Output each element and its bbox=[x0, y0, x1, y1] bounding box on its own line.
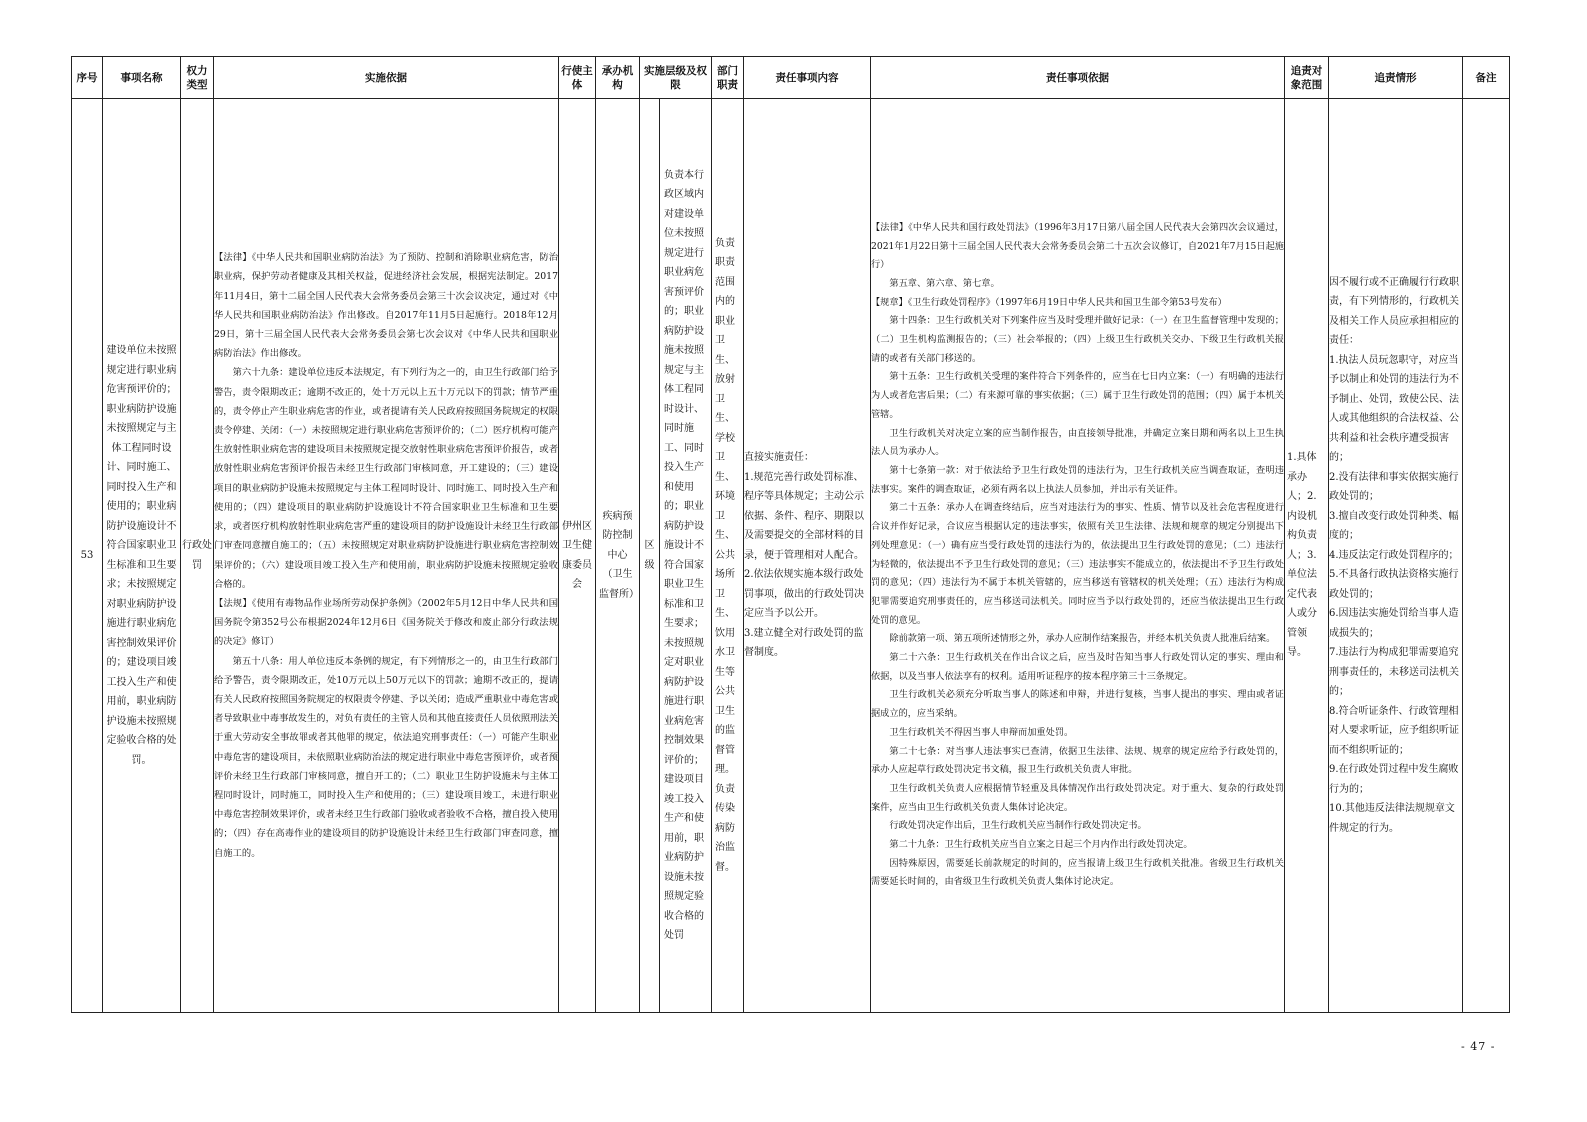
header-circumstances: 追责情形 bbox=[1329, 57, 1463, 99]
resp-basis-rule: 【规章】《卫生行政处罚程序》（1997年6月19日中华人民共和国卫生部令第53号发布） bbox=[871, 296, 1227, 308]
circumstance-item: 1.执法人员玩忽职守，对应当予以制止和处罚的违法行为不予制止、处罚，致使公民、法人或其他组织的合法权益、公共利益和社会秩序遭受损害的； bbox=[1329, 354, 1459, 464]
resp-basis-para: 第二十六条：卫生行政机关在作出合议之后，应当及时告知当事人行政处罚认定的事实、理由和依据，以及当事人依法享有的权利。适用听证程序的按本程序第三十三条规定。 bbox=[871, 652, 1284, 682]
circumstance-item: 10.其他违反法律法规规章文件规定的行为。 bbox=[1329, 803, 1455, 834]
header-power-type: 权力类型 bbox=[181, 57, 214, 99]
cell-power-type: 行政处罚 bbox=[181, 99, 214, 1013]
resp-basis-para: 第十七条第一款：对于依法给予卫生行政处罚的违法行为，卫生行政机关应当调查取证，查明违法事实。案件的调查取证，必须有两名以上执法人员参加，并出示有关证件。 bbox=[871, 464, 1284, 495]
circumstance-item: 3.擅自改变行政处罚种类、幅度的； bbox=[1329, 510, 1459, 542]
header-basis: 实施依据 bbox=[214, 57, 559, 99]
resp-basis-law: 【法律】《中华人民共和国行政处罚法》（1996年3月17日第八届全国人民代表大会第四次会议通过，2021年1月22日第十三届全国人民代表大会常务委员会第二十五次会议修订，自2021年7月15日起施行） bbox=[871, 221, 1284, 271]
circumstance-item: 5.不具备行政执法资格实施行政处罚的； bbox=[1329, 569, 1459, 600]
cell-remarks bbox=[1463, 99, 1510, 1013]
basis-article-69: 第六十九条：建设单位违反本法规定，有下列行为之一的，由卫生行政部门给予警告，责令限期改正；逾期不改正的，处十万元以上五十万元以下的罚款；情节严重的，责令停止产生职业病危害的作业，或者提请有关人民政府按照国务院规定的权限责令停建、关闭：（一）未按照规定进行职业病危害预评价的；（二）医疗机构可能产生放射性职业病危害的建设项目未按照规定提交放射性职业病危害预评价报告，或者放射性职业病危害预评价报告未经卫生行政部门审核同意，开工建设的；（三）建设项目的职业病防护设施未按照规定与主体工程同时设计、同时施工、同时投入生产和使用的；（四）建设项目的职业病防护设施设计不符合国家职业卫生标准和卫生要求，或者医疗机构放射性职业病危害严重的建设项目的防护设施设计未经卫生行政部门审查同意擅自施工的；（五）未按照规定对职业病防护设施进行职业病危害控制效果评价的；（六）建设项目竣工投入生产和使用前，职业病防护设施未按照规定验收合格的。 bbox=[214, 367, 558, 590]
header-agency: 承办机构 bbox=[596, 57, 640, 99]
cell-agency: 疾病预防控制中心（卫生监督所） bbox=[596, 99, 640, 1013]
page-number: - 47 - bbox=[1461, 1040, 1496, 1053]
header-remarks: 备注 bbox=[1463, 57, 1510, 99]
resp-basis-para: 因特殊原因，需要延长前款规定的时间的，应当报请上级卫生行政机关批准。省级卫生行政机关需要延长时间的，由省级卫生行政机关负责人集体讨论决定。 bbox=[871, 857, 1284, 888]
circumstance-item: 2.没有法律和事实依据实施行政处罚的； bbox=[1329, 471, 1459, 503]
resp-basis-para: 卫生行政机关对决定立案的应当制作报告，由直接领导批准，并确定立案日期和两名以上卫生执法人员为承办人。 bbox=[871, 427, 1284, 458]
circumstance-item: 4.违反法定行政处罚程序的； bbox=[1329, 549, 1459, 561]
resp-basis-para: 卫生行政机关不得因当事人申辩而加重处罚。 bbox=[889, 726, 1074, 738]
table-row bbox=[72, 99, 1510, 1013]
cell-accountable: 1.具体承办人；2.内设机构负责人；3.单位法定代表人或分管领导。 bbox=[1285, 99, 1329, 1013]
header-dept-duty: 部门职责 bbox=[712, 57, 744, 99]
resp-basis-para: 第二十九条：卫生行政机关应当自立案之日起三个月内作出行政处罚决定。 bbox=[889, 839, 1193, 851]
header-item-name: 事项名称 bbox=[103, 57, 181, 99]
resp-content-item: 3.建立健全对行政处罚的监督制度。 bbox=[744, 627, 864, 659]
header-seq: 序号 bbox=[72, 57, 103, 99]
cell-resp-basis bbox=[871, 99, 1285, 1013]
cell-level-detail: 负责本行政区域内对建设单位未按照规定进行职业病危害预评价的；职业病防护设施未按照规定与主体工程同时设计、同时施工、同时投入生产和使用的；职业病防护设施设计不符合国家职业卫生标准和卫生要求；未按照规定对职业病防护设施进行职业病危害控制效果评价的；建设项目竣工投入生产和使用前，职业病防护设施未按照规定验收合格的处罚 bbox=[660, 99, 712, 1013]
resp-content-title: 直接实施责任： bbox=[744, 452, 814, 464]
resp-basis-para: 第二十七条：对当事人违法事实已查清，依据卫生法律、法规、规章的规定应给予行政处罚的，承办人应起草行政处罚决定书文稿，报卫生行政机关负责人审批。 bbox=[871, 745, 1284, 776]
header-row bbox=[72, 57, 1510, 99]
cell-level: 区级 bbox=[640, 99, 660, 1013]
resp-basis-para: 卫生行政机关负责人应根据情节轻重及具体情况作出行政处罚决定。对于重大、复杂的行政处罚案件，应当由卫生行政机关负责人集体讨论决定。 bbox=[871, 782, 1284, 813]
resp-basis-para: 除前款第一项、第五项所述情形之外，承办人应制作结案报告，并经本机关负责人批准后结案。 bbox=[889, 633, 1276, 645]
header-resp-basis: 责任事项依据 bbox=[871, 57, 1285, 99]
circumstance-intro: 因不履行或不正确履行行政职责，有下列情形的，行政机关及相关工作人员应承担相应的责任： bbox=[1329, 276, 1459, 347]
header-level: 实施层级及权限 bbox=[640, 57, 712, 99]
resp-basis-para: 第五章、第六章、第七章。 bbox=[889, 277, 1000, 289]
resp-basis-para: 第十五条：卫生行政机关受理的案件符合下列条件的，应当在七日内立案：（一）有明确的违法行为人或者危害后果；（二）有来源可靠的事实依据；（三）属于卫生行政处罚的范围；（四）属于本机关管辖。 bbox=[871, 371, 1284, 420]
basis-regulation: 【法规】《使用有毒物品作业场所劳动保护条例》（2002年5月12日中华人民共和国国务院令第352号公布根据2024年12月6日《国务院关于修改和废止部分行政法规的决定》修订） bbox=[214, 597, 558, 648]
resp-basis-para: 行政处罚决定作出后，卫生行政机关应当制作行政处罚决定书。 bbox=[889, 820, 1147, 832]
circumstance-item: 8.符合听证条件、行政管理相对人要求听证，应予组织听证而不组织听证的； bbox=[1329, 705, 1459, 756]
cell-circumstances bbox=[1329, 99, 1463, 1013]
cell-seq: 53 bbox=[72, 99, 103, 1013]
resp-basis-para: 第二十五条：承办人在调查终结后，应当对违法行为的事实、性质、情节以及社会危害程度进行合议并作好记录，合议应当根据认定的违法事实，依照有关卫生法律、法规和规章的规定分别提出下列处理意见：（一）确有应当受行政处罚的违法行为的，依法提出卫生行政处罚的意见；（二）违法行为轻微的，依法提出不予卫生行政处罚的意见；（三）违法事实不能成立的，依法提出不予卫生行政处罚的意见；（四）违法行为不属于本机关管辖的，应当移送有管辖权的机关处理；（五）违法行为构成犯罪需要追究刑事责任的，应当移送司法机关。同时应当予以行政处罚的，还应当依法提出卫生行政处罚的意见。 bbox=[871, 502, 1284, 626]
resp-content-item: 1.规范完善行政处罚标准、程序等具体规定；主动公示依据、条件、程序、期限以及需要提交的全部材料的目录，便于管理相对人配合。 bbox=[744, 471, 864, 561]
cell-resp-content bbox=[744, 99, 871, 1013]
resp-content-item: 2.依法依规实施本级行政处罚事项，做出的行政处罚决定应当予以公开。 bbox=[744, 569, 864, 620]
resp-basis-para: 卫生行政机关必须充分听取当事人的陈述和申辩，并进行复核，当事人提出的事实、理由或者证据成立的，应当采纳。 bbox=[871, 689, 1284, 720]
circumstance-item: 7.违法行为构成犯罪需要追究刑事责任的，未移送司法机关的； bbox=[1329, 647, 1459, 698]
header-accountable: 追责对象范围 bbox=[1285, 57, 1329, 99]
basis-article-58: 第五十八条：用人单位违反本条例的规定，有下列情形之一的，由卫生行政部门给予警告，责令限期改正，处10万元以上50万元以下的罚款；逾期不改正的，提请有关人民政府按照国务院规定的权限责令停建、予以关闭；造成严重职业中毒危害或者导致职业中毒事故发生的，对负有责任的主管人员和其他直接责任人员依照刑法关于重大劳动安全事故罪或者其他罪的规定，依法追究刑事责任：（一）可能产生职业中毒危害的建设项目，未依照职业病防治法的规定进行职业中毒危害预评价，或者预评价未经卫生行政部门审核同意，擅自开工的；（二）职业卫生防护设施未与主体工程同时设计，同时施工，同时投入生产和使用的；（三）建设项目竣工，未进行职业中毒危害控制效果评价，或者未经卫生行政部门验收或者验收不合格，擅自投入使用的；（四）存在高毒作业的建设项目的防护设施设计未经卫生行政部门审查同意，擅自施工的。 bbox=[214, 655, 558, 859]
responsibility-table bbox=[71, 56, 1510, 1013]
resp-basis-para: 第十四条：卫生行政机关对下列案件应当及时受理并做好记录：（一）在卫生监督管理中发现的；（二）卫生机构监测报告的；（三）社会举报的；（四）上级卫生行政机关交办、下级卫生行政机关报请的或者有关部门移送的。 bbox=[871, 315, 1284, 364]
cell-item-name: 建设单位未按照规定进行职业病危害预评价的；职业病防护设施未按照规定与主体工程同时设计、同时施工、同时投入生产和使用的；职业病防护设施设计不符合国家职业卫生标准和卫生要求；未按照规定对职业病防护设施进行职业病危害控制效果评价的；建设项目竣工投入生产和使用前，职业病防护设施未按照规定验收合格的处罚。 bbox=[103, 99, 181, 1013]
cell-basis bbox=[214, 99, 559, 1013]
circumstance-item: 6.因违法实施处罚给当事人造成损失的； bbox=[1329, 608, 1459, 639]
basis-law: 【法律】《中华人民共和国职业病防治法》为了预防、控制和消除职业病危害，防治职业病，保护劳动者健康及其相关权益，促进经济社会发展，根据宪法制定。2017年11月4日，第十二届全国人民代表大会常务委员会第三十次会议决定，通过对《中华人民共和国职业病防治法》作出修改。自2017年11月5日起施行。2018年12月29日，第十三届全国人民代表大会常务委员会第七次会议对《中华人民共和国职业病防治法》作出修改。 bbox=[214, 252, 558, 360]
header-resp-content: 责任事项内容 bbox=[744, 57, 871, 99]
circumstance-item: 9.在行政处罚过程中发生腐败行为的； bbox=[1329, 764, 1459, 795]
header-subject: 行使主体 bbox=[559, 57, 596, 99]
cell-dept-duty: 负责职责范围内的职业卫生、放射卫生、学校卫生、环境卫生、公共场所卫生、饮用水卫生等公共卫生的监督管理。负责传染病防治监督。 bbox=[712, 99, 744, 1013]
cell-subject: 伊州区卫生健康委员会 bbox=[559, 99, 596, 1013]
